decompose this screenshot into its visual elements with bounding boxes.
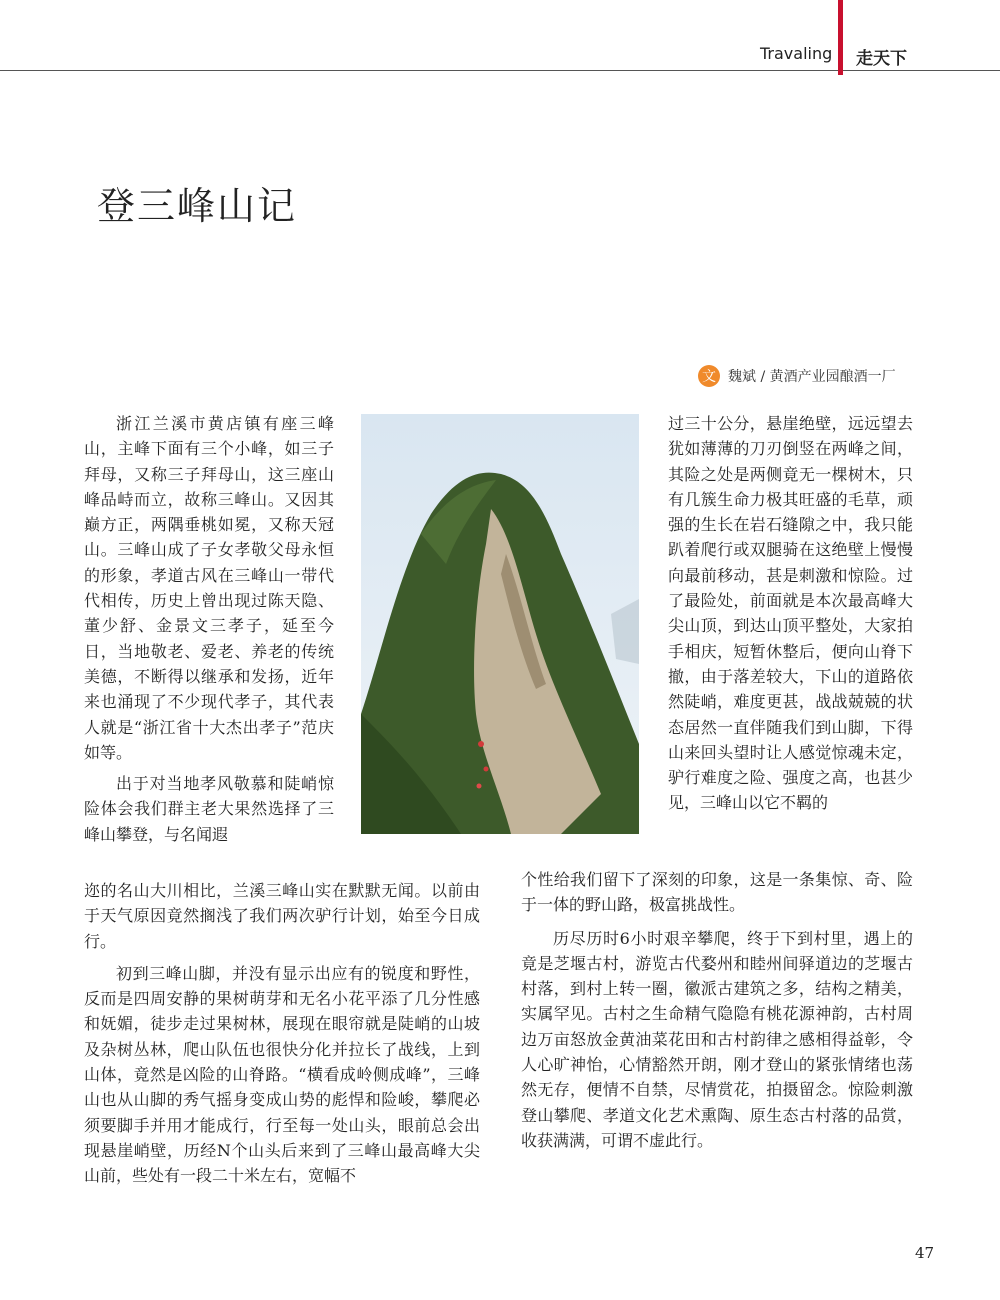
paragraph: 过三十公分，悬崖绝壁，远远望去犹如薄薄的刀刃倒竖在两峰之间，其险之处是两侧竟无一棵树木，只有几簇生命力极其旺盛的毛草，顽强的生长在岩石缝隙之中，我只能趴着爬行或双腿骑在这绝壁上慢慢向最前移动，甚是刺激和惊险。过了最险处，前面就是本次最高峰大尖山顶，到达山顶平整处，大家拍手相庆，短暂休整后，便向山脊下撤，由于落差较大，下山的道路依然陡峭，难度更甚，战战兢兢的状态居然一直伴随我们到山脚，下得山来回头望时让人感觉惊魂未定，驴行难度之险、强度之高，也甚少见，三峰山以它不羁的 bbox=[668, 414, 913, 813]
page-number: 47 bbox=[915, 1244, 935, 1262]
header-rule bbox=[0, 70, 1000, 71]
body-column-right-bottom bbox=[521, 867, 913, 1153]
paragraph: 浙江兰溪市黄店镇有座三峰山，主峰下面有三个小峰，如三子拜母，又称三子拜母山，这三座山峰品峙而立，故称三峰山。又因其巅方正，两隅垂桃如冕，又称天冠山。三峰山成了子女孝敬父母永恒的形象，孝道古风在三峰山一带代代相传，历史上曾出现过陈天隐、董少舒、金景文三孝子，延至今日，当地敬老、爱老、养老的传统美德，不断得以继承和发扬，近年来也涌现了不少现代孝子，其代表人就是“浙江省十大杰出孝子”范庆如等。 bbox=[84, 414, 334, 762]
body-column-left-top bbox=[84, 411, 334, 847]
section-label-en: Travaling bbox=[760, 44, 833, 63]
paragraph: 个性给我们留下了深刻的印象，这是一条集惊、奇、险于一体的野山路，极富挑战性。 bbox=[521, 870, 913, 915]
paragraph: 迩的名山大川相比，兰溪三峰山实在默默无闻。以前由于天气原因竟然搁浅了我们两次驴行计划，始至今日成行。 bbox=[84, 881, 480, 951]
byline bbox=[698, 364, 896, 388]
paragraph: 历尽历时6小时艰辛攀爬，终于下到村里，遇上的竟是芝堰古村，游览古代婺州和睦州间驿道边的芝堰古村落，到村上转一圈，徽派古建筑之多，结构之精美，实属罕见。古村之生命精气隐隐有桃花源神韵，古村周边万亩怒放金黄油菜花田和古村韵律之感相得益彰，令人心旷神怡，心情豁然开朗，刚才登山的紧张情绪也荡然无存，便情不自禁，尽情赏花，拍摄留念。惊险刺激登山攀爬、孝道文化艺术熏陶、原生态古村落的品赏，收获满满，可谓不虚此行。 bbox=[521, 928, 913, 1150]
section-marker-bar bbox=[838, 0, 843, 75]
paragraph: 出于对当地孝风敬慕和陡峭惊险体会我们群主老大果然选择了三峰山攀登，与名闻遐 bbox=[84, 774, 334, 844]
body-column-left-bottom bbox=[84, 878, 480, 1189]
body-column-right-top bbox=[668, 411, 913, 816]
article-title: 登三峰山记 bbox=[97, 184, 298, 228]
paragraph: 初到三峰山脚，并没有显示出应有的锐度和野性，反而是四周安静的果树萌芽和无名小花平添了几分性感和妩媚，徒步走过果树林，展现在眼帘就是陡峭的山坡及杂树丛林，爬山队伍也很快分化并拉长了战线，上到山体，竟然是凶险的山脊路。“横看成岭侧成峰”，三峰山也从山脚的秀气摇身变成山势的彪悍和险峻，攀爬必须要脚手并用才能成行，行至每一处山头，眼前总会出现悬崖峭壁，历经N个山头后来到了三峰山最高峰大尖山前，些处有一段二十米左右，宽幅不 bbox=[84, 963, 480, 1186]
author-badge-icon: 文 bbox=[698, 365, 720, 387]
mountain-photo bbox=[361, 414, 639, 834]
section-label-cn: 走天下 bbox=[856, 49, 907, 69]
byline-text: 魏斌 / 黄酒产业园酿酒一厂 bbox=[728, 369, 896, 385]
